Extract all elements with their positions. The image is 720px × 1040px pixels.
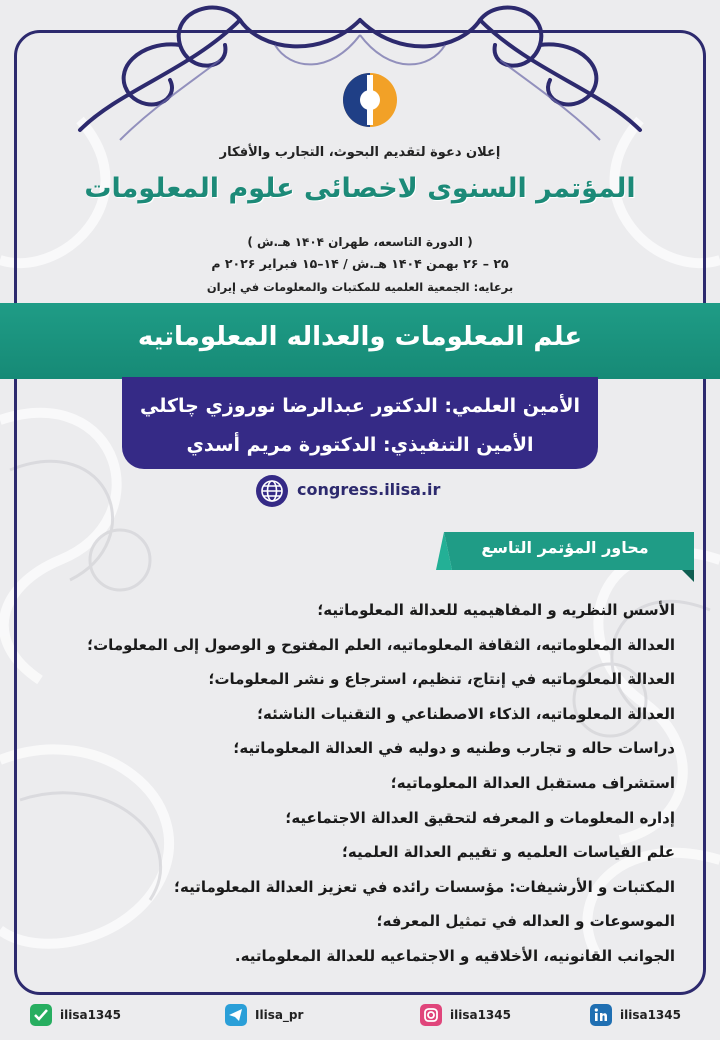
- list-item: العدالة المعلوماتيه في إنتاج، تنظيم، استرجاع و نشر المعلومات؛: [208, 670, 675, 689]
- website-url[interactable]: congress.ilisa.ir: [297, 480, 441, 499]
- instagram-icon: [420, 1004, 442, 1026]
- sponsor-line: برعايه: الجمعية العلميه للمكتبات والمعلومات في إيران: [206, 280, 514, 294]
- social-linkedin[interactable]: [590, 1002, 681, 1028]
- call-for-papers: إعلان دعوة لتقديم البحوث، التجارب والأفكار: [219, 145, 501, 160]
- website-link[interactable]: [255, 474, 475, 510]
- axes-title: محاور المؤتمر التاسع: [481, 538, 649, 557]
- conference-dates: ۲۵ – ۲۶ بهمن ۱۴۰۴ هـ.ش / ۱۴–۱۵ فبراير ۲۰۲۶ م: [211, 256, 509, 271]
- social-handle: ilisa1345: [450, 1008, 511, 1022]
- list-item: إداره المعلومات و المعرفه لتحقيق العدالة الاجتماعيه؛: [285, 808, 675, 827]
- list-item: علم القياسات العلميه و تقييم العدالة العلميه؛: [341, 843, 675, 862]
- list-item: المكتبات و الأرشيفات: مؤسسات رائده في تعزيز العدالة المعلوماتيه؛: [173, 877, 675, 896]
- list-item: الموسوعات و العداله في تمثيل المعرفه؛: [376, 912, 675, 931]
- social-handle: ilisa1345: [620, 1008, 681, 1022]
- scientific-secretary: الأمين العلمي: الدكتور عبدالرضا نوروزي چاكلي: [140, 395, 580, 417]
- telegram-icon: [225, 1004, 247, 1026]
- list-item: دراسات حاله و تجارب وطنيه و دوليه في العدالة المعلوماتيه؛: [233, 739, 675, 758]
- edition-info: ( الدورة التاسعه، طهران ۱۴۰۴ هـ.ش ): [247, 235, 473, 249]
- list-item: العدالة المعلوماتيه، الذكاء الاصطناعي و التقنيات الناشئه؛: [257, 704, 675, 723]
- social-handle: ilisa1345: [60, 1008, 121, 1022]
- list-item: الجوانب القانونيه، الأخلاقيه و الاجتماعيه للعدالة المعلوماتيه.: [234, 946, 675, 965]
- topics-list: [35, 600, 675, 981]
- conference-theme: علم المعلومات والعداله المعلوماتيه: [137, 322, 583, 352]
- globe-icon: [255, 474, 289, 508]
- list-item: استشراف مستقبل العدالة المعلوماتيه؛: [390, 773, 675, 792]
- social-handle: Ilisa_pr: [255, 1008, 304, 1022]
- list-item: العدالة المعلوماتيه، الثقافة المعلوماتيه، العلم المفتوح و الوصول إلى المعلومات؛: [87, 635, 675, 654]
- association-logo: [340, 70, 400, 130]
- conference-title: المؤتمر السنوی لاخصائی علوم المعلومات: [84, 173, 636, 204]
- executive-secretary: الأمين التنفيذي: الدكتورة مريم أسدي: [186, 434, 534, 456]
- linkedin-icon: [590, 1004, 612, 1026]
- social-instagram[interactable]: [420, 1002, 511, 1028]
- eitaa-icon: [30, 1004, 52, 1026]
- social-eitaa[interactable]: [30, 1002, 121, 1028]
- social-telegram[interactable]: [225, 1002, 303, 1028]
- list-item: الأسس النظريه و المفاهيميه للعدالة المعلوماتيه؛: [317, 601, 675, 619]
